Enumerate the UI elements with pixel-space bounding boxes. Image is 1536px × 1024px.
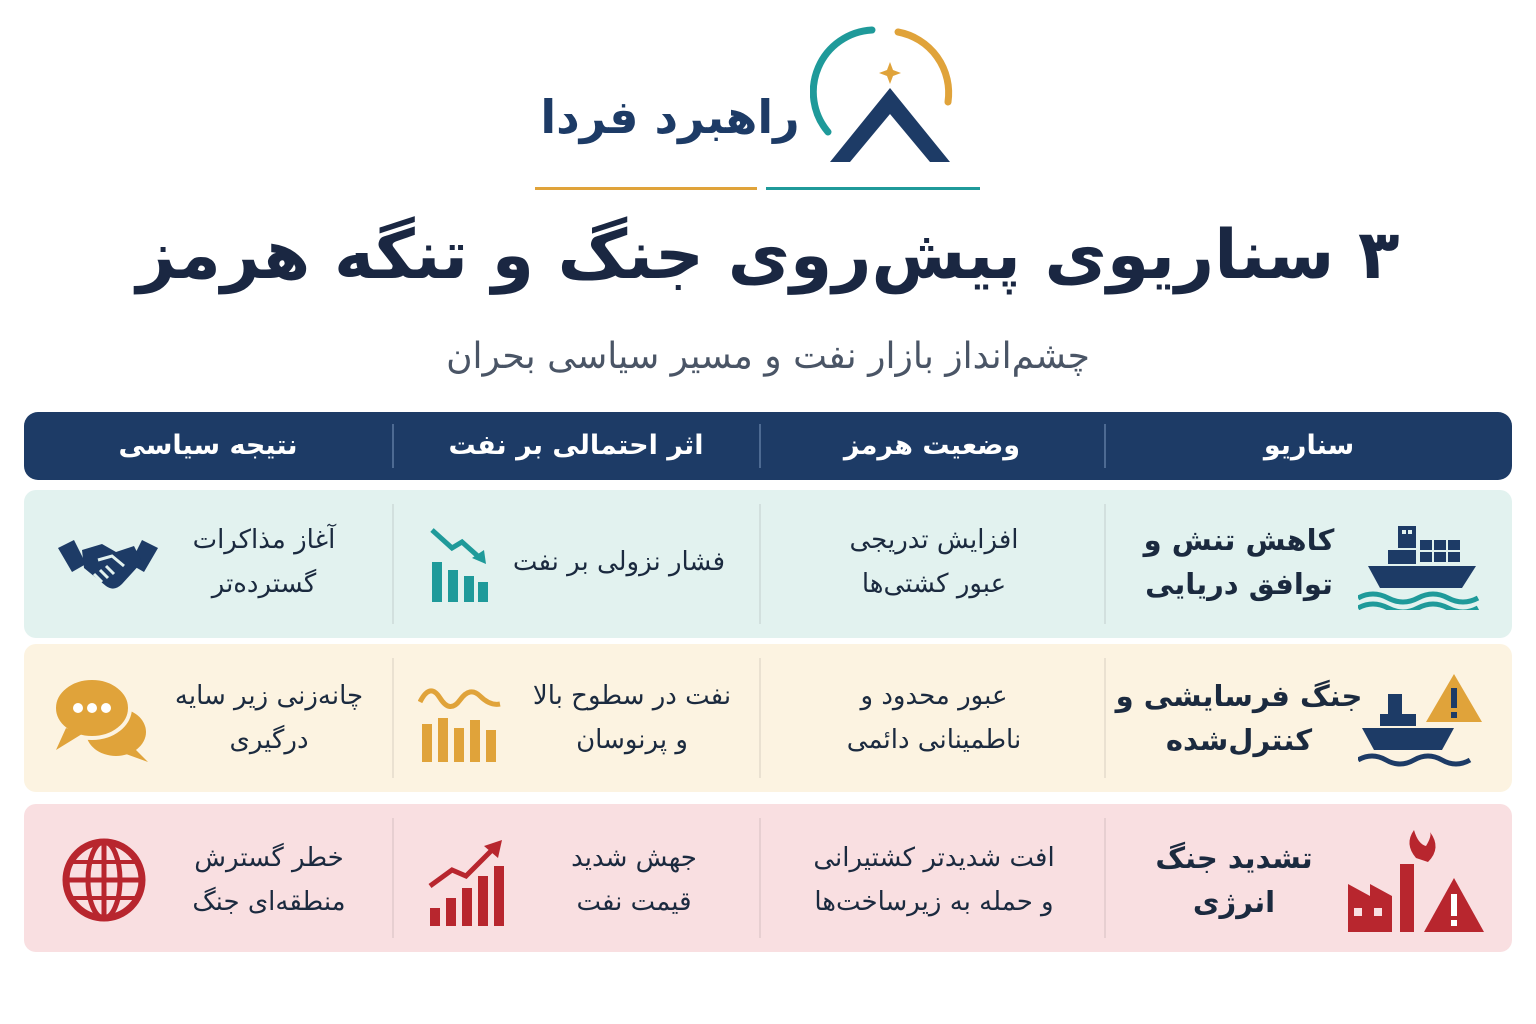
row-divider — [1104, 818, 1106, 938]
cell-line: و حمله به زیرساخت‌ها — [814, 887, 1054, 917]
table-header — [24, 412, 1512, 480]
header-divider — [1104, 424, 1106, 468]
oil-cell — [512, 674, 752, 762]
cell-line: انرژی — [1192, 885, 1276, 919]
divider-left — [535, 187, 757, 190]
hormuz-cell — [764, 518, 1104, 606]
header-scenario: سناریو — [1263, 430, 1355, 461]
row-divider — [759, 504, 761, 624]
table-row — [24, 644, 1512, 792]
page-subtitle: چشم‌انداز بازار نفت و مسیر سیاسی بحران — [446, 336, 1090, 377]
cell-line: خطر گسترش — [194, 843, 344, 873]
hormuz-cell — [764, 674, 1104, 762]
cell-line: توافق دریایی — [1145, 567, 1333, 601]
cell-line: گسترده‌تر — [211, 569, 317, 599]
cell-line: نفت در سطوح بالا — [532, 681, 732, 711]
row-divider — [759, 658, 761, 778]
cell-line: جنگ فرسایشی و — [1115, 679, 1363, 713]
row-divider — [392, 658, 394, 778]
cell-line: جهش شدید — [571, 843, 697, 873]
row-divider — [1104, 504, 1106, 624]
header-politics: نتیجه سیاسی — [118, 430, 298, 461]
globe-icon — [60, 836, 148, 924]
cell-line: افت شدیدتر کشتیرانی — [813, 843, 1055, 873]
politics-cell — [154, 674, 384, 762]
row-divider — [392, 504, 394, 624]
refinery-fire-icon — [1344, 828, 1486, 936]
rising-chart-icon — [426, 836, 506, 928]
cell-line: منطقه‌ای جنگ — [192, 887, 346, 917]
cell-line: قیمت نفت — [576, 887, 692, 917]
oil-cell — [544, 836, 724, 924]
brand-name: راهبرد فردا — [540, 90, 800, 144]
header-hormuz: وضعیت هرمز — [843, 430, 1021, 461]
cell-line: چانه‌زنی زیر سایه — [174, 681, 364, 711]
cell-line: تشدید جنگ — [1155, 841, 1313, 875]
warning-ship-icon — [1358, 670, 1484, 770]
brand-mark-icon — [810, 22, 970, 182]
table-row — [24, 490, 1512, 638]
scenario-cell — [1134, 836, 1334, 924]
row-divider — [759, 818, 761, 938]
handshake-icon — [58, 530, 158, 602]
scenario-cell — [1114, 674, 1364, 762]
header-divider — [759, 424, 761, 468]
oil-cell — [494, 540, 744, 584]
brand-logo — [540, 22, 980, 182]
politics-cell — [164, 518, 364, 606]
scenario-cell — [1114, 518, 1364, 606]
politics-cell — [164, 836, 374, 924]
cell-line: آغاز مذاکرات — [192, 525, 336, 555]
cell-line: ناطمینانی دائمی — [846, 725, 1022, 755]
cell-line: عبور محدود و — [860, 681, 1008, 711]
row-divider — [1104, 658, 1106, 778]
divider-right — [766, 187, 980, 190]
ship-icon — [1358, 518, 1482, 610]
page-title: ۳ سناریوی پیش‌روی جنگ و تنگه هرمز — [136, 216, 1400, 295]
cell-line: و پرنوسان — [576, 725, 688, 755]
chat-bubbles-icon — [52, 674, 152, 766]
header-divider — [392, 424, 394, 468]
falling-chart-icon — [428, 524, 490, 604]
cell-line: عبور کشتی‌ها — [861, 569, 1007, 599]
volatile-chart-icon — [418, 678, 502, 764]
cell-line: فشار نزولی بر نفت — [512, 547, 726, 577]
cell-line: درگیری — [229, 725, 309, 755]
cell-line: افزایش تدریجی — [849, 525, 1019, 555]
header-oil: اثر احتمالی بر نفت — [448, 430, 704, 461]
hormuz-cell — [764, 836, 1104, 924]
cell-line: کنترل‌شده — [1165, 723, 1313, 757]
table-row — [24, 804, 1512, 952]
row-divider — [392, 818, 394, 938]
cell-line: کاهش تنش و — [1143, 523, 1335, 557]
